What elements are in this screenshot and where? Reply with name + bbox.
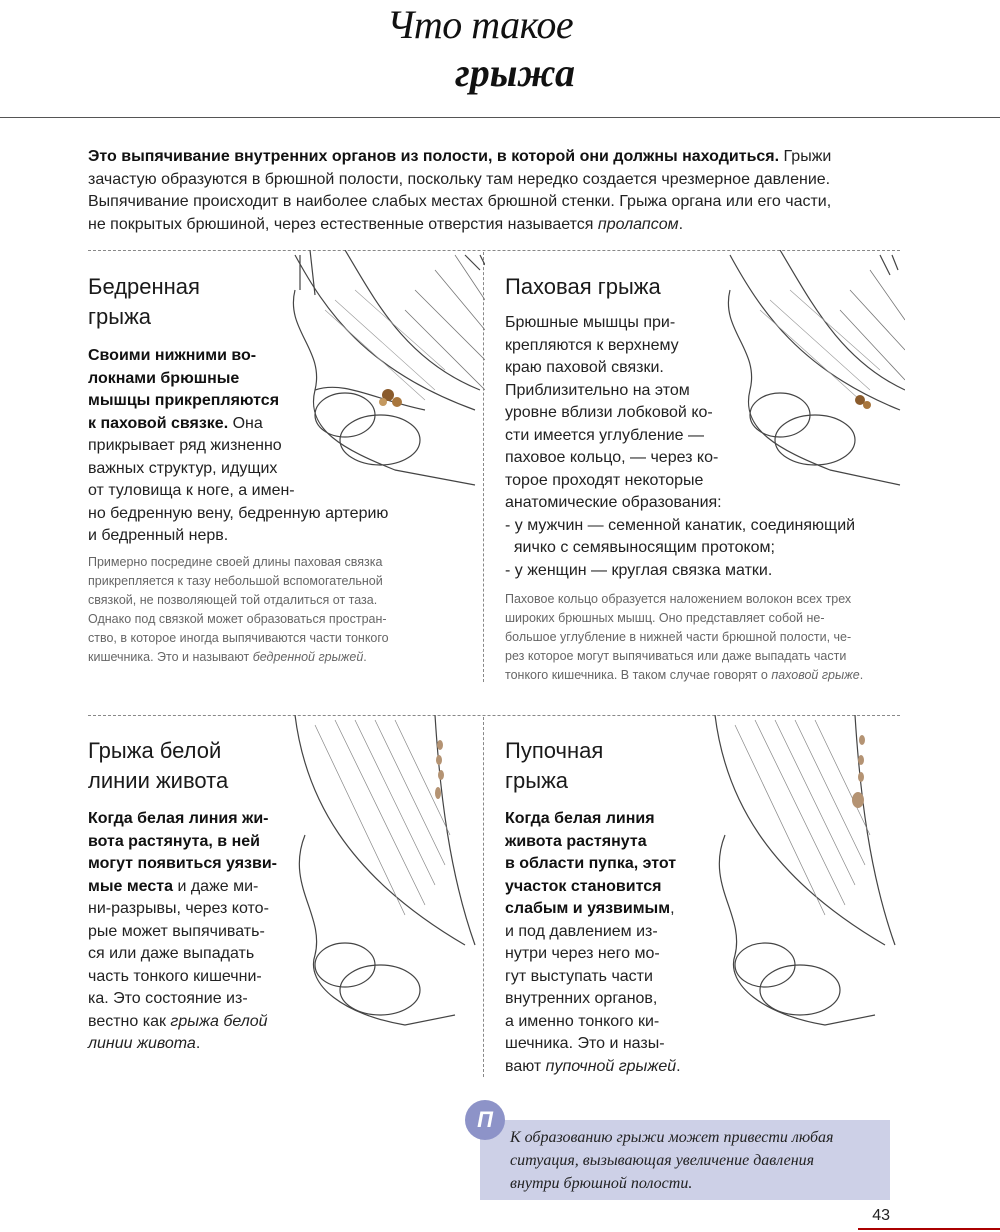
page-title-line-1: Что такое	[386, 2, 574, 47]
intro-text: Грыжи зачастую образуются в брюшной полости, поскольку там нередко создается чрезмерное давление. Выпячивание происходит в наиболее слабых местах брюшной стенки. Грыжа органа или его части, не покрытых брюшиной, через естественные отверстия называется	[88, 148, 832, 233]
text-line	[88, 503, 388, 526]
text-line	[88, 390, 388, 413]
text-run: Однако под связкой может образоваться простран-	[88, 612, 387, 626]
page-number: 43	[872, 1207, 890, 1224]
note-box	[480, 1120, 890, 1200]
bold-text: к паховой связке.	[88, 414, 229, 432]
text-line	[505, 515, 855, 538]
intro-end: .	[678, 215, 684, 233]
text-line	[88, 853, 277, 876]
text-run: прикрепляется к тазу небольшой вспомогательной	[88, 574, 383, 588]
text-line	[88, 572, 389, 591]
text-run: паховое кольцо, — через ко-	[505, 449, 719, 466]
text-line	[88, 898, 277, 921]
text-line	[88, 943, 277, 966]
italic-term: пупочной грыжей	[545, 1057, 677, 1075]
inguinal-body	[505, 312, 855, 582]
text-line	[505, 808, 681, 831]
text-run: Брюшные мышцы при-	[505, 314, 676, 331]
text-run: важных структур, идущих	[88, 459, 278, 477]
text-line	[505, 876, 681, 899]
text-run: вают	[505, 1057, 546, 1075]
text-run: Она	[228, 414, 263, 432]
text-line	[505, 988, 681, 1011]
text-line	[88, 480, 388, 503]
text-run: ся или даже выпадать	[88, 945, 255, 962]
title-rule	[0, 117, 1000, 118]
text-line	[505, 560, 855, 583]
text-run: часть тонкого кишечни-	[88, 967, 262, 985]
text-run: .	[859, 668, 864, 682]
text-line	[88, 831, 277, 854]
text-line	[505, 966, 681, 989]
text-line	[505, 609, 863, 628]
text-run: анатомические образования:	[505, 494, 722, 511]
femoral-note	[88, 553, 389, 667]
text-run: .	[676, 1057, 681, 1075]
text-line	[505, 1011, 681, 1034]
text-line	[88, 876, 277, 899]
text-line	[505, 590, 863, 609]
page-title	[330, 2, 630, 98]
text-run: но бедренную вену, бедренную артерию	[88, 504, 389, 522]
text-line	[88, 525, 388, 548]
text-run: .	[195, 1035, 201, 1052]
text-line	[88, 591, 389, 610]
text-run: торое проходят некоторые	[505, 471, 704, 489]
inguinal-heading-line-1: Паховая грыжа	[505, 274, 661, 299]
text-run: и даже ми-	[173, 877, 259, 895]
text-line	[88, 808, 277, 831]
text-run: и бедренный нерв.	[88, 527, 229, 544]
text-line	[88, 553, 389, 572]
text-run: краю паховой связки.	[505, 359, 664, 376]
intro-lead: Это выпячивание внутренних органов из полости, в которой они должны находиться.	[88, 148, 780, 165]
text-line	[505, 425, 855, 448]
text-run: сти имеется углубление —	[505, 426, 704, 444]
italic-term: бедренной грыжей	[252, 650, 364, 664]
text-line	[505, 312, 855, 335]
inguinal-heading	[505, 272, 661, 302]
text-run: - у женщин — круглая связка матки.	[505, 561, 773, 579]
note-line: К образованию грыжи может привести любая	[510, 1129, 834, 1146]
text-line	[88, 921, 277, 944]
text-line	[505, 357, 855, 380]
note-line: ситуация, вызывающая увеличение давления	[510, 1152, 815, 1169]
text-run: широких брюшных мышц. Оно представляет собой не-	[505, 611, 825, 625]
linea-alba-heading	[88, 736, 228, 796]
text-run: внутренних органов,	[505, 990, 658, 1007]
bold-text: локнами брюшные	[88, 369, 240, 387]
text-run: большое углубление в нижней части брюшной полости, че-	[505, 630, 852, 644]
text-line	[88, 610, 389, 629]
bold-text: мышцы прикрепляются	[88, 392, 280, 409]
linea-alba-body	[88, 808, 277, 1056]
intro-paragraph	[88, 146, 848, 236]
umbilical-heading-line-1: Пупочная	[505, 738, 604, 763]
bold-text: участок становится	[505, 877, 662, 895]
text-run: тонкого кишечника. В таком случае говорят о	[505, 668, 772, 682]
text-run: .	[363, 650, 367, 664]
text-line	[505, 447, 855, 470]
text-run: уровне вблизи лобковой ко-	[505, 404, 713, 421]
text-line	[505, 380, 855, 403]
text-line	[88, 988, 277, 1011]
femoral-body	[88, 345, 388, 548]
bold-text: слабым и уязвимым	[505, 900, 671, 917]
text-line	[505, 1033, 681, 1056]
text-run: связкой, не позволяющей той отдалиться от таза.	[88, 593, 378, 607]
umbilical-heading-line-2: грыжа	[505, 768, 569, 793]
text-line	[88, 629, 389, 648]
text-run: вестно как	[88, 1012, 171, 1030]
text-line	[88, 1011, 277, 1034]
italic-term: линии живота	[88, 1035, 196, 1052]
text-line	[88, 368, 388, 391]
bold-text: Когда белая линия жи-	[88, 810, 269, 827]
text-run: рые может выпячивать-	[88, 922, 265, 940]
text-line	[88, 1033, 277, 1056]
bold-text: могут появиться уязви-	[88, 855, 277, 872]
italic-term: грыжа белой	[170, 1012, 268, 1030]
linea-alba-heading-line-1: Грыжа белой	[88, 738, 222, 763]
text-run: гут выступать части	[505, 967, 653, 985]
text-line	[505, 537, 855, 560]
text-run: ка. Это состояние из-	[88, 990, 248, 1007]
page-title-line-2: грыжа	[454, 50, 576, 95]
bold-text: Когда белая линия	[505, 810, 655, 827]
femoral-heading	[88, 272, 200, 332]
text-line	[88, 458, 388, 481]
text-run: а именно тонкого ки-	[505, 1012, 660, 1030]
text-line	[88, 435, 388, 458]
text-run: кишечника. Это и называют	[88, 650, 253, 664]
text-run: Примерно посредине своей длины паховая связка	[88, 555, 383, 569]
bold-text: в области пупка, этот	[505, 855, 677, 872]
text-line	[505, 898, 681, 921]
text-run: Приблизительно на этом	[505, 381, 690, 399]
intro-term: пролапсом	[597, 215, 679, 233]
umbilical-hernia-illustration	[705, 715, 905, 1045]
text-line	[505, 831, 681, 854]
text-line	[88, 345, 388, 368]
text-line	[505, 335, 855, 358]
page-rule	[858, 1228, 1000, 1230]
text-line	[505, 647, 863, 666]
text-line	[505, 853, 681, 876]
text-line	[505, 1056, 681, 1079]
umbilical-body	[505, 808, 681, 1078]
text-line	[88, 966, 277, 989]
text-run: ство, в которое иногда выпячиваются части тонкого	[88, 631, 389, 645]
text-run: Паховое кольцо образуется наложением волокон всех трех	[505, 592, 852, 606]
text-run: рез которое могут выпячиваться или даже выпадать части	[505, 649, 847, 663]
femoral-heading-line-1: Бедренная	[88, 274, 200, 299]
italic-term: паховой грыже	[771, 668, 860, 682]
text-run: крепляются к верхнему	[505, 336, 679, 354]
text-run: ни-разрывы, через кото-	[88, 900, 269, 917]
text-run: шечника. Это и назы-	[505, 1035, 665, 1052]
text-run: яичко с семявыносящим протоком;	[505, 539, 775, 556]
text-line	[505, 628, 863, 647]
text-line	[505, 402, 855, 425]
text-run: прикрывает ряд жизненно	[88, 437, 282, 454]
text-line	[505, 943, 681, 966]
text-line	[505, 666, 863, 685]
linea-alba-heading-line-2: линии живота	[88, 768, 229, 793]
note-line: внутри брюшной полости.	[510, 1175, 693, 1192]
text-line	[88, 413, 388, 436]
text-line	[505, 492, 855, 515]
bold-text: живота растянута	[505, 832, 647, 850]
text-run: ,	[670, 900, 675, 917]
inguinal-note	[505, 590, 863, 685]
linea-alba-hernia-illustration	[285, 715, 485, 1045]
text-run: и под давлением из-	[505, 922, 658, 940]
bold-text: Своими нижними во-	[88, 347, 257, 364]
note-badge-icon: П	[465, 1100, 505, 1140]
text-run: нутри через него мо-	[505, 945, 660, 962]
note-text	[510, 1126, 880, 1195]
text-line	[505, 921, 681, 944]
text-line	[88, 648, 389, 667]
umbilical-heading	[505, 736, 603, 796]
text-run: - у мужчин — семенной канатик, соединяющий	[505, 516, 856, 534]
bold-text: мые места	[88, 877, 173, 895]
text-line	[505, 470, 855, 493]
text-run: от туловища к ноге, а имен-	[88, 482, 295, 499]
femoral-heading-line-2: грыжа	[88, 304, 152, 329]
bold-text: вота растянута, в ней	[88, 832, 260, 850]
